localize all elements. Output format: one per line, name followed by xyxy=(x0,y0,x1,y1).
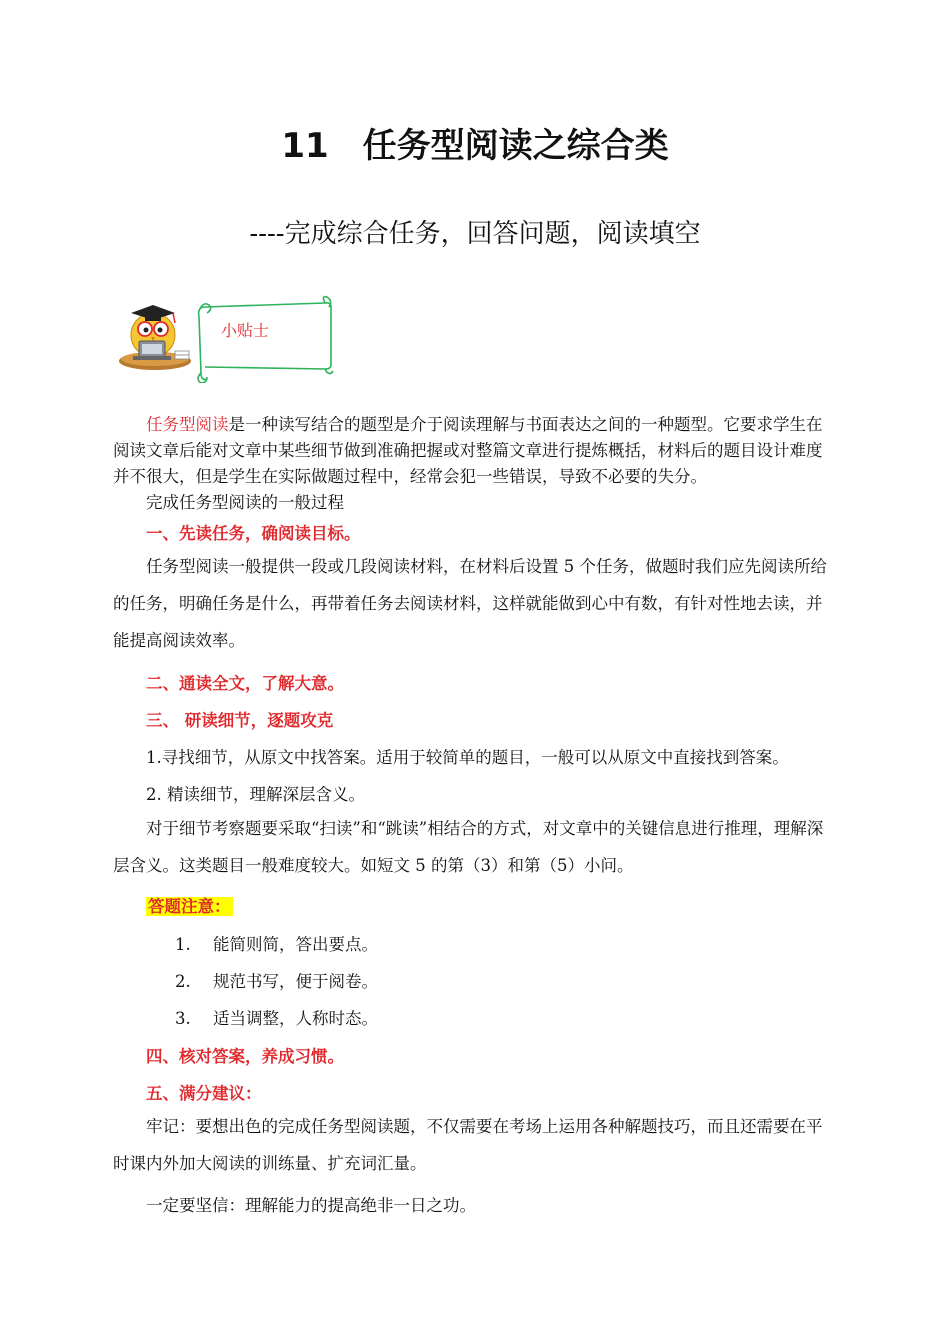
step4-heading: 四、核对答案，养成习惯。 xyxy=(146,1047,344,1066)
note-item: 2. 规范书写，便于阅卷。 xyxy=(175,972,378,991)
step5-paragraph1: 牢记：要想出色的完成任务型阅读题，不仅需要在考场上运用各种解题技巧，而且还需要在平时课内外加大阅读的训练量、扩充词汇量。 xyxy=(113,1117,823,1173)
lesson-number: 11 xyxy=(281,126,329,166)
note-item: 3. 适当调整，人称时态。 xyxy=(175,1009,378,1028)
process-title: 完成任务型阅读的一般过程 xyxy=(146,493,344,512)
tips-banner xyxy=(117,293,337,383)
step3-point1: 1.寻找细节，从原文中找答案。适用于较简单的题目，一般可以从原文中直接找到答案。 xyxy=(146,748,789,767)
step3-heading: 三、 研读细节，逐题攻克 xyxy=(146,711,334,730)
page-subtitle: ----完成综合任务，回答问题，阅读填空 xyxy=(249,219,701,249)
intro-paragraph xyxy=(113,412,837,490)
step3-point2: 2. 精读细节，理解深层含义。 xyxy=(146,785,365,804)
step2-heading: 二、通读全文，了解大意。 xyxy=(146,674,344,693)
step5-heading: 五、满分建议： xyxy=(146,1084,262,1103)
intro-keyword: 任务型阅读 xyxy=(146,415,229,434)
lesson-title: 任务型阅读之综合类 xyxy=(362,126,669,166)
intro-text: 是一种读写结合的题型是介于阅读理解与书面表达之间的一种题型。它要求学生在阅读文章后能对文章中某些细节做到准确把握或对整篇文章进行提炼概括，材料后的题目设计难度并不很大，但是学生在实际做题过程中，经常会犯一些错误，导致不必要的失分。 xyxy=(113,415,823,486)
step5-paragraph2: 一定要坚信：理解能力的提高绝非一日之功。 xyxy=(146,1196,476,1215)
page-title xyxy=(0,118,950,167)
step1-heading: 一、先读任务，确阅读目标。 xyxy=(146,524,361,543)
step1-paragraph: 任务型阅读一般提供一段或几段阅读材料，在材料后设置 5 个任务，做题时我们应先阅读所给的任务，明确任务是什么，再带着任务去阅读材料，这样就能做到心中有数，有针对性地去读，并能提高阅读效率。 xyxy=(113,557,827,650)
tips-label: 小贴士 xyxy=(221,321,270,340)
step3-paragraph: 对于细节考察题要采取“扫读”和“跳读”相结合的方式，对文章中的关键信息进行推理，理解深层含义。这类题目一般难度较大。如短文 5 的第（3）和第（5）小问。 xyxy=(113,819,824,875)
notes-heading-row xyxy=(113,893,837,917)
notes-heading: 答题注意： xyxy=(148,897,231,916)
note-item: 1. 能简则简，答出要点。 xyxy=(175,935,378,954)
